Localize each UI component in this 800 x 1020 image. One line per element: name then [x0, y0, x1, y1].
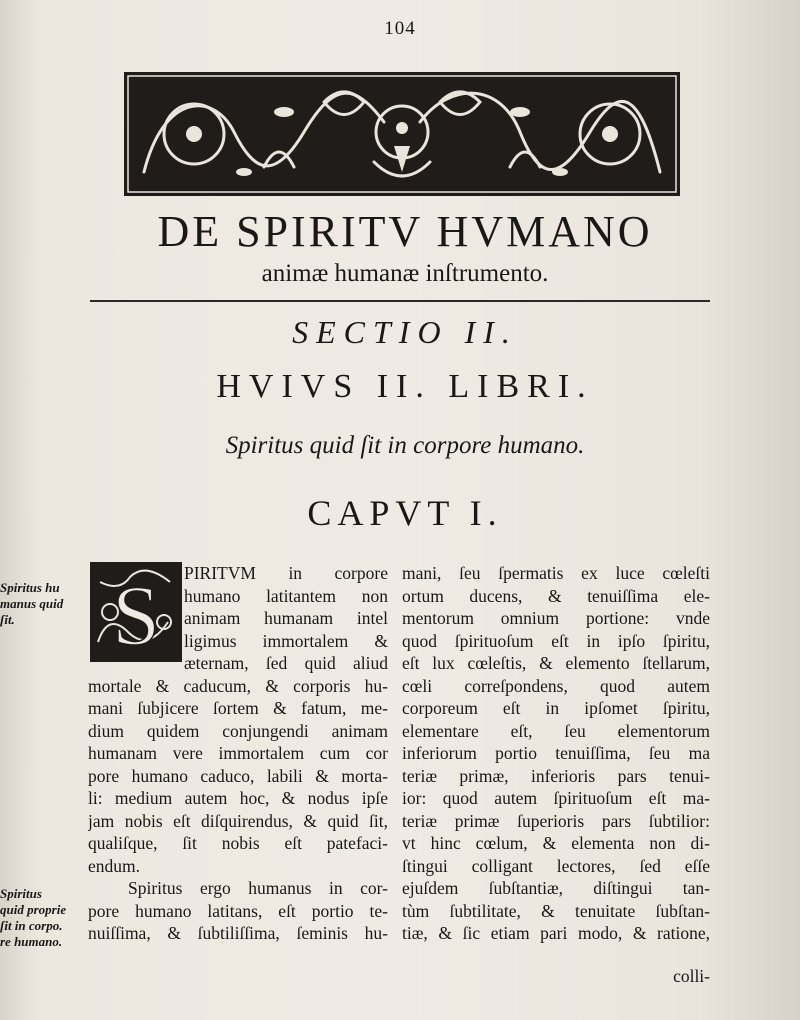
- woodcut-headpiece: [124, 72, 680, 196]
- text-line: eſt lux cœleſtis, & elemento ſtellarum,: [402, 653, 710, 673]
- text-line: ſtingui colligant lectores, ſed eſſe: [402, 855, 710, 876]
- text-line: pore humano caduco, labili & morta-: [88, 765, 388, 786]
- margin-note-1: Spiritus hu manus quid ſit.: [0, 580, 64, 627]
- text-line: mani ſubjicere ſortem & fatum, me-: [88, 698, 388, 718]
- text-line: vt hinc cœlum, & elementa non di-: [402, 833, 710, 853]
- text-line: cœli correſpondens, quod autem: [402, 675, 710, 696]
- text-line: humanam vere immortalem cum cor: [88, 743, 388, 763]
- text-line: mani, ſeu ſpermatis ex luce cœleſti: [402, 563, 710, 583]
- text-line: mentorum omnium portione: vnde: [402, 608, 710, 628]
- text-line: quod ſpirituoſum eſt in ipſo ſpiritu,: [402, 630, 710, 651]
- text-line: æternam, ſed quid aliud: [184, 653, 388, 673]
- text-line: humano latitantem non: [184, 585, 388, 606]
- text-line: dium quidem conjungendi animam: [88, 720, 388, 741]
- text-line: mortale & caducum, & corporis hu-: [88, 675, 388, 696]
- text-line: pore humano latitans, eſt portio te-: [88, 900, 388, 921]
- text-line: teriæ primæ, inferioris pars tenui-: [402, 765, 710, 786]
- text-line: Spiritus ergo humanus in cor-: [128, 878, 388, 898]
- text-line: li: medium autem hoc, & nodus ipſe: [88, 788, 388, 808]
- dropcap-letter: S: [112, 567, 160, 662]
- text-line: ligimus immortalem &: [184, 630, 388, 651]
- left-column: [88, 675, 388, 945]
- page-number: 104: [384, 18, 416, 39]
- chapter-subtitle: Spiritus quid ſit in corpore humano.: [225, 432, 585, 459]
- catchword: colli-: [673, 966, 710, 986]
- section-heading: SECTIO II.: [292, 314, 518, 350]
- text-line: ortum ducens, & tenuiſſima ele-: [402, 585, 710, 606]
- book-heading: HVIVS II. LIBRI.: [216, 368, 594, 405]
- page-title: DE SPIRITV HVMANO: [157, 207, 653, 256]
- chapter-heading: CAPVT I.: [307, 493, 503, 533]
- margin-note-2: Spiritus quid proprie ſit in corpo. re humano.: [0, 886, 67, 949]
- text-line: nuiſſima, & ſubtiliſſima, ſeminis hu-: [88, 923, 388, 943]
- text-line: teriæ primæ ſuperioris pars ſubtilior:: [402, 810, 710, 831]
- text-line: inferiorum portio tenuiſſima, ſeu ma: [402, 743, 710, 763]
- text-line: jam nobis eſt diſquirendus, & quid ſit,: [88, 810, 388, 831]
- text-line: corporeum eſt in ipſomet ſpiritu,: [402, 698, 710, 718]
- decorated-initial: [90, 562, 182, 662]
- right-column: [402, 562, 710, 945]
- text-line: endum.: [88, 855, 141, 876]
- dropcap-lines: [184, 562, 388, 675]
- page-subtitle: animæ humanæ inſtrumento.: [261, 260, 549, 287]
- text-line: tùm ſubtilitate, & tenuitate ſubſtan-: [402, 900, 710, 921]
- text-line: PIRITVM in corpore: [184, 563, 388, 583]
- title-rule: [90, 300, 710, 302]
- text-line: tiæ, & ſic etiam pari modo, & ratione,: [402, 923, 710, 943]
- text-line: ior: quod autem ſpirituoſum eſt ma-: [402, 788, 710, 808]
- text-line: ejuſdem ſubſtantiæ, diſtingui tan-: [402, 878, 710, 898]
- text-line: elementare eſt, ſeu elementorum: [402, 720, 710, 741]
- text-line: qualiſque, ſit nobis eſt patefaci-: [88, 833, 388, 853]
- text-line: animam humanam intel: [184, 608, 388, 628]
